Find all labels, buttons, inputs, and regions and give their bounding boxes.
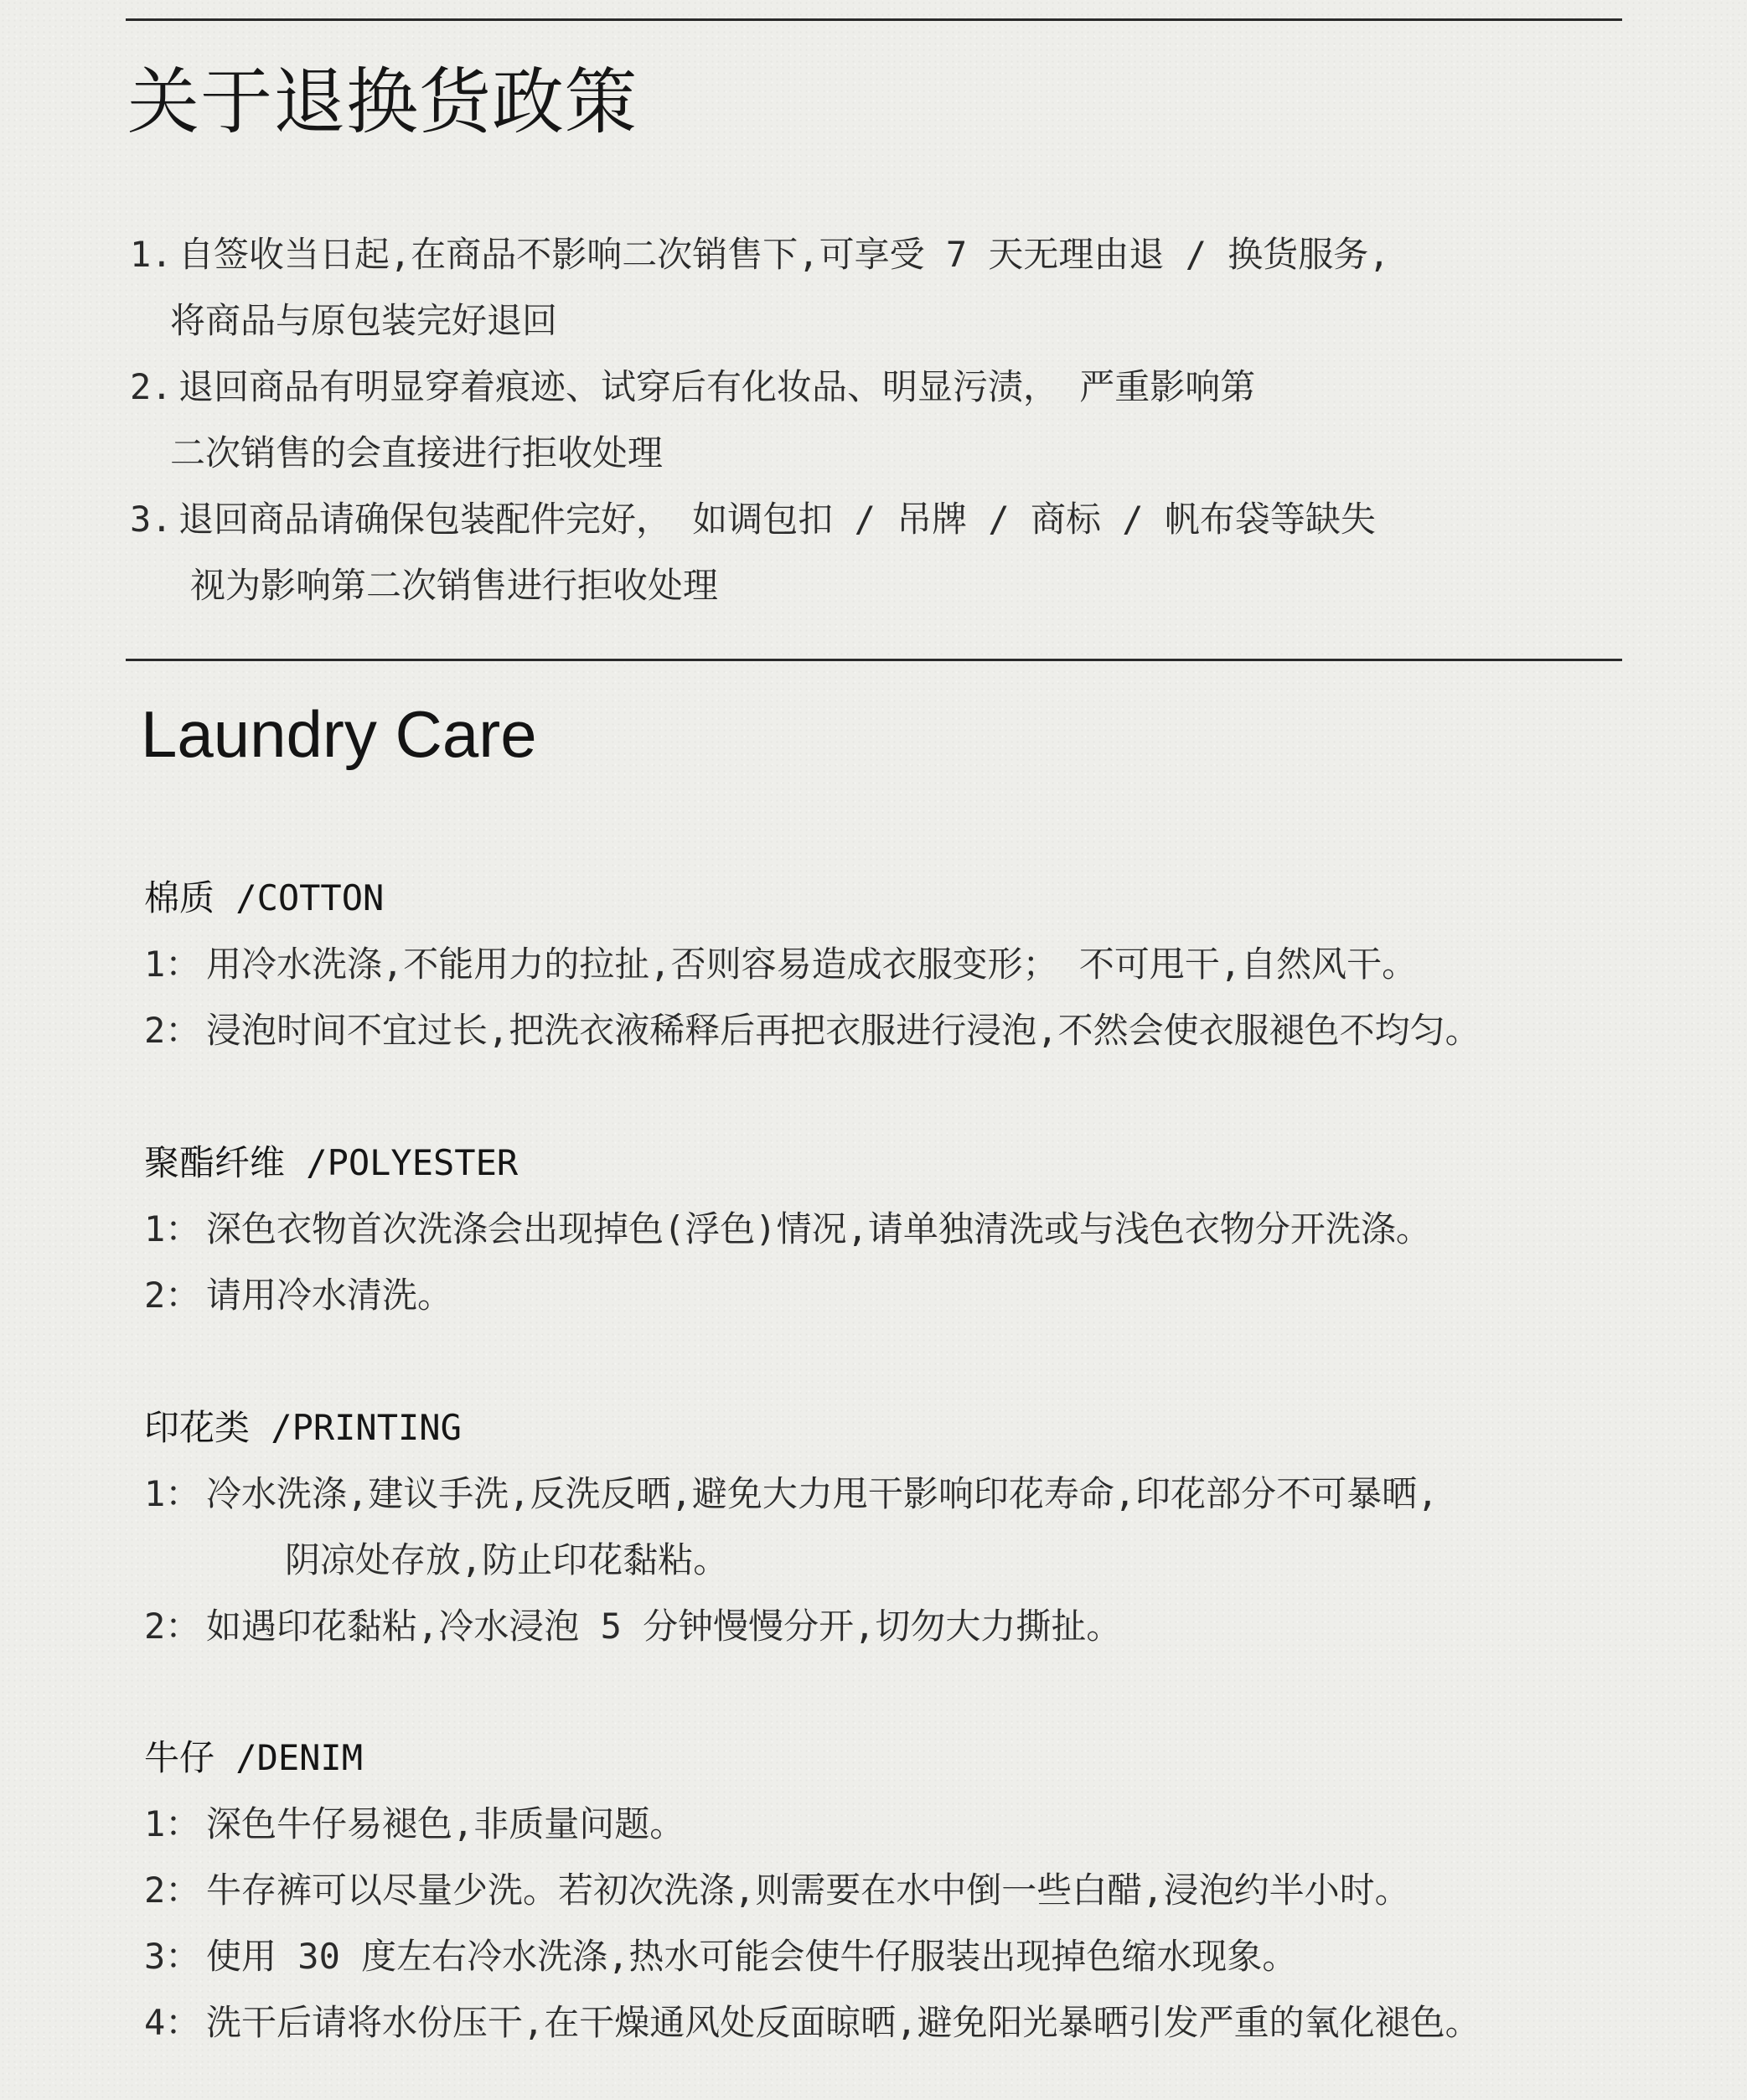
care-item-text: 深色衣物首次洗涤会出现掉色(浮色)情况,请单独清洗或与浅色衣物分开洗涤。 — [206, 1208, 1431, 1249]
care-item-text: 冷水洗涤,建议手洗,反洗反晒,避免大力甩干影响印花寿命,印花部分不可暴晒, — [206, 1473, 1439, 1514]
care-item — [144, 931, 1619, 997]
care-item — [144, 1593, 1619, 1659]
care-item-number: 1： — [144, 944, 201, 985]
policy-item-continuation: 二次销售的会直接进行拒收处理 — [170, 432, 664, 473]
policy-item-text: 自签收当日起,在商品不影响二次销售下,可享受 7 天无理由退 / 换货服务, — [178, 234, 1390, 275]
policy-item-number: 3. — [130, 499, 173, 540]
policy-item — [130, 486, 1605, 618]
care-item-number: 2： — [144, 1606, 201, 1647]
care-section-heading: 聚酯纤维 /POLYESTER — [144, 1142, 519, 1183]
care-item-text: 洗干后请将水份压干,在干燥通风处反面晾晒,避免阳光暴晒引发严重的氧化褪色。 — [206, 2002, 1481, 2043]
care-section-heading: 印花类 /PRINTING — [144, 1407, 462, 1448]
policy-item-continuation: 将商品与原包装完好退回 — [170, 300, 558, 341]
care-item-number: 1： — [144, 1208, 201, 1249]
care-item — [144, 1196, 1619, 1262]
policy-item-number: 1. — [130, 234, 173, 275]
care-section-denim — [144, 1725, 1619, 2056]
care-item — [144, 1791, 1619, 1857]
care-section-heading: 牛仔 /DENIM — [144, 1737, 364, 1778]
laundry-care-title: Laundry Care — [141, 697, 537, 771]
care-item-text: 用冷水洗涤,不能用力的拉扯,否则容易造成衣服变形； 不可甩干,自然风干。 — [206, 944, 1418, 985]
care-item-text: 深色牛仔易褪色,非质量问题。 — [206, 1803, 685, 1844]
policy-item-text: 退回商品请确保包装配件完好， 如调包扣 / 吊牌 / 商标 / 帆布袋等缺失 — [178, 499, 1376, 540]
care-item — [144, 1262, 1619, 1328]
care-item-continuation: 阴凉处存放,防止印花黏粘。 — [285, 1539, 729, 1580]
care-item-number: 2： — [144, 1870, 201, 1911]
care-item-number: 2： — [144, 1275, 201, 1316]
policy-item-text: 退回商品有明显穿着痕迹、试穿后有化妆品、明显污渍， 严重影响第 — [178, 366, 1256, 407]
policy-item-continuation: 视为影响第二次销售进行拒收处理 — [190, 565, 719, 606]
care-item-text: 浸泡时间不宜过长,把洗衣液稀释后再把衣服进行浸泡,不然会使衣服褪色不均匀。 — [206, 1010, 1481, 1051]
care-item-number: 3： — [144, 1936, 201, 1977]
care-item — [144, 1923, 1619, 1989]
care-item-number: 4： — [144, 2002, 201, 2043]
care-item — [144, 997, 1619, 1063]
care-item — [144, 1989, 1619, 2056]
care-item — [144, 1857, 1619, 1923]
care-item-number: 1： — [144, 1803, 201, 1844]
policy-title: 关于退换货政策 — [127, 60, 638, 144]
policy-item — [130, 354, 1605, 486]
care-item-number: 2： — [144, 1010, 201, 1051]
policy-list — [130, 221, 1605, 618]
care-section-cotton — [144, 865, 1619, 1063]
care-item-number: 1： — [144, 1473, 201, 1514]
care-item-text: 牛存裤可以尽量少洗。若初次洗涤,则需要在水中倒一些白醋,浸泡约半小时。 — [206, 1870, 1410, 1911]
top-divider — [126, 18, 1622, 21]
care-item-text: 请用冷水清洗。 — [206, 1275, 453, 1316]
care-section-heading: 棉质 /COTTON — [144, 877, 385, 918]
care-item-text: 如遇印花黏粘,冷水浸泡 5 分钟慢慢分开,切勿大力撕扯。 — [206, 1606, 1122, 1647]
care-section-polyester — [144, 1130, 1619, 1328]
policy-item-number: 2. — [130, 366, 173, 407]
care-item-text: 使用 30 度左右冷水洗涤,热水可能会使牛仔服装出现掉色缩水现象。 — [206, 1936, 1298, 1977]
care-section-printing — [144, 1394, 1619, 1659]
section-divider — [126, 659, 1622, 661]
care-item — [144, 1461, 1619, 1527]
policy-item — [130, 221, 1605, 354]
